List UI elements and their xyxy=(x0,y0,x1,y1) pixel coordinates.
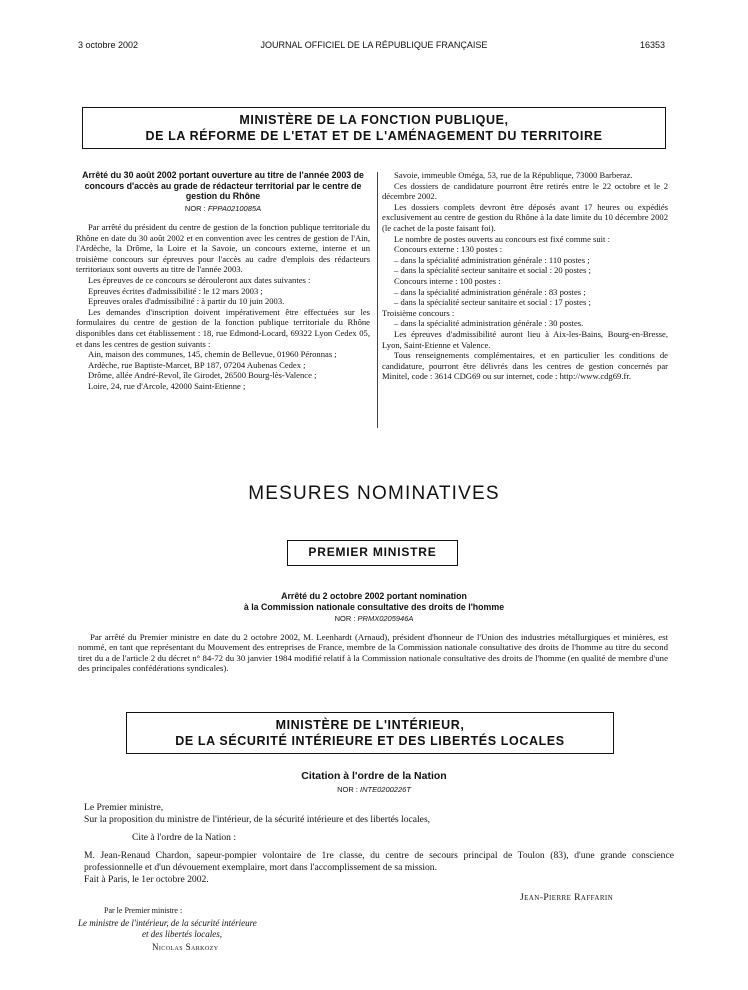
paragraph: Savoie, immeuble Oméga, 53, rue de la République, 73000 Barberaz. xyxy=(394,170,633,180)
paragraph: Fait à Paris, le 1er octobre 2002. xyxy=(84,874,209,885)
ministry-line-1: MINISTÈRE DE L'INTÉRIEUR, xyxy=(275,718,465,732)
signature: Jean-Pierre Raffarin xyxy=(520,892,614,903)
paragraph: Les dossiers complets devront être déposés avant 17 heures ou expédiés exclusivement au centre de gestion du Rhône à la date limite du 10 décembre 2002 (le cachet de la poste faisant foi). xyxy=(382,201,668,233)
paragraph: Ain, maison des communes, 145, chemin de Bellevue, 01960 Péronnas ; xyxy=(88,349,337,360)
arrete-nomination-title: Arrêté du 2 octobre 2002 portant nomination à la Commission nationale consultative des droits de l'homme xyxy=(243,591,505,612)
paragraph: Cite à l'ordre de la Nation : xyxy=(132,832,237,843)
header-date: 3 octobre 2002 xyxy=(78,40,139,50)
nor-code: PRMX0205946A xyxy=(357,614,414,623)
paragraph: – dans la spécialité administration générale : 110 postes ; xyxy=(394,254,590,265)
ministry-line-2: DE LA SÉCURITÉ INTÉRIEURE ET DES LIBERTÉS LOCALES xyxy=(175,734,565,748)
paragraph: Par arrêté du président du centre de gestion de la fonction publique territoriale du Rhône en date du 30 août 2002 et en convention avec les centres de gestion de l'Ain, l'Ardèche, la Drôme, la Loire et la Savoie, un concours externe, interne et un troisième concours sur épreuves pour l'accès au cadre d'emplois des rédacteurs territoriaux sont ouverts au titre de l'année 2003. xyxy=(76,222,370,275)
paragraph: Drôme, allée André-Revol, île Girodet, 26500 Bourg-lès-Valence ; xyxy=(88,370,317,381)
ministry-box-fonction-publique xyxy=(82,107,666,149)
minister-title: Le ministre de l'intérieur, de la sécurité intérieure et des libertés locales, xyxy=(78,918,257,939)
section-title: MESURES NOMINATIVES xyxy=(248,483,500,504)
paragraph: Le Premier ministre, xyxy=(84,802,164,813)
nor-reference: NOR : FPPA0210085A xyxy=(184,204,262,213)
paragraph: Ces dossiers de candidature pourront être retirés entre le 22 octobre et le 2 décembre 2002. xyxy=(382,180,668,202)
premier-ministre-box: PREMIER MINISTRE xyxy=(287,540,458,566)
ministry-box-interieur xyxy=(126,712,614,754)
paragraph: Tous renseignements complémentaires, et en particulier les conditions de candidature, pourront être délivrés dans les centres de gestion concernés par Minitel, code : 3614 CDG69 ou sur internet, code : http://www.cdg69.fr. xyxy=(382,350,668,382)
paragraph: Ardèche, rue Baptiste-Marcet, BP 187, 07204 Aubenas Cedex ; xyxy=(88,359,306,370)
nor-code: INTE0200226T xyxy=(360,785,411,794)
paragraph: M. Jean-Renaud Chardon, sapeur-pompier volontaire de 1re classe, du centre de secours principal de Toulon (83), d'une grande conscience professionnelle et d'un dévouement exemplaire, mort dans l'accomplissement de sa mission. xyxy=(84,850,674,873)
nor-reference: NOR : PRMX0205946A xyxy=(334,614,414,623)
paragraph: Les épreuves d'admissibilité auront lieu à Aix-les-Bains, Bourg-en-Bresse, Lyon, Saint-Etienne et Valence. xyxy=(382,328,668,350)
arrete-right-column xyxy=(382,170,668,382)
nor-reference: NOR : INTE0200226T xyxy=(337,785,411,794)
arrete-title: Arrêté du 30 août 2002 portant ouverture au titre de l'année 2003 de concours d'accès au grade de rédacteur territorial par le centre de gestion du Rhône xyxy=(82,170,364,202)
paragraph: – dans la spécialité secteur sanitaire et social : 20 postes ; xyxy=(394,265,591,276)
paragraph: Sur la proposition du ministre de l'intérieur, de la sécurité intérieure et des libertés locales, xyxy=(84,814,431,825)
paragraph: – dans la spécialité administration générale : 83 postes ; xyxy=(394,286,586,297)
ministry-line-1: MINISTÈRE DE LA FONCTION PUBLIQUE, xyxy=(239,113,509,127)
citation-body xyxy=(84,802,674,886)
paragraph: Epreuves orales d'admissibilité : à partir du 10 juin 2003. xyxy=(88,296,285,307)
paragraph: – dans la spécialité administration générale : 30 postes. xyxy=(394,318,584,329)
paragraph: Les demandes d'inscription doivent impérativement être effectuées sur les formulaires du centre de gestion de la fonction publique territoriale du Rhône disponibles dans cet établissement : 18, rue Edmond-Locard, 69322 Lyon Cedex 05, et dans les centres de gestion suivants : xyxy=(76,306,370,349)
paragraph: Concours externe : 130 postes : xyxy=(394,244,503,255)
paragraph: Concours interne : 100 postes : xyxy=(394,275,501,286)
minister-name: Nicolas Sarkozy xyxy=(152,942,219,952)
paragraph: Le nombre de postes ouverts au concours est fixé comme suit : xyxy=(394,233,610,244)
paragraph: Les épreuves de ce concours se dérouleront aux dates suivantes : xyxy=(88,274,311,285)
citation-title: Citation à l'ordre de la Nation xyxy=(301,770,447,782)
header-page-number: 16353 xyxy=(640,40,666,50)
by-premier-ministre: Par le Premier ministre : xyxy=(104,906,183,915)
header-journal: JOURNAL OFFICIEL DE LA RÉPUBLIQUE FRANÇAISE xyxy=(260,40,488,50)
paragraph: – dans la spécialité secteur sanitaire et social : 17 postes ; xyxy=(394,297,591,308)
paragraph: Loire, 24, rue d'Arcole, 42000 Saint-Etienne ; xyxy=(88,380,246,391)
ministry-line-2: DE LA RÉFORME DE L'ETAT ET DE L'AMÉNAGEMENT DU TERRITOIRE xyxy=(145,129,603,143)
paragraph: Epreuves écrites d'admissibilité : le 12 mars 2003 ; xyxy=(88,285,263,296)
nomination-text: Par arrêté du Premier ministre en date du 2 octobre 2002, M. Leenhardt (Arnaud), président d'honneur de l'Union des industries métallurgiques et minières, est nommé, en tant que représentant du Mouvement des entreprises de France, membre de la Commission nationale consultative des droits de l'homme au titre du second tiret du a de l'article 2 du décret n° 84-72 du 30 janvier 1984 modifié relatif à la Commission nationale consultative des droits de l'homme (en qualité de membre d'une des principales confédérations syndicales). xyxy=(78,632,668,674)
paragraph: Troisième concours : xyxy=(382,307,455,318)
column-divider xyxy=(377,172,378,428)
arrete-left-column xyxy=(76,222,370,392)
nor-code: FPPA0210085A xyxy=(207,204,262,213)
